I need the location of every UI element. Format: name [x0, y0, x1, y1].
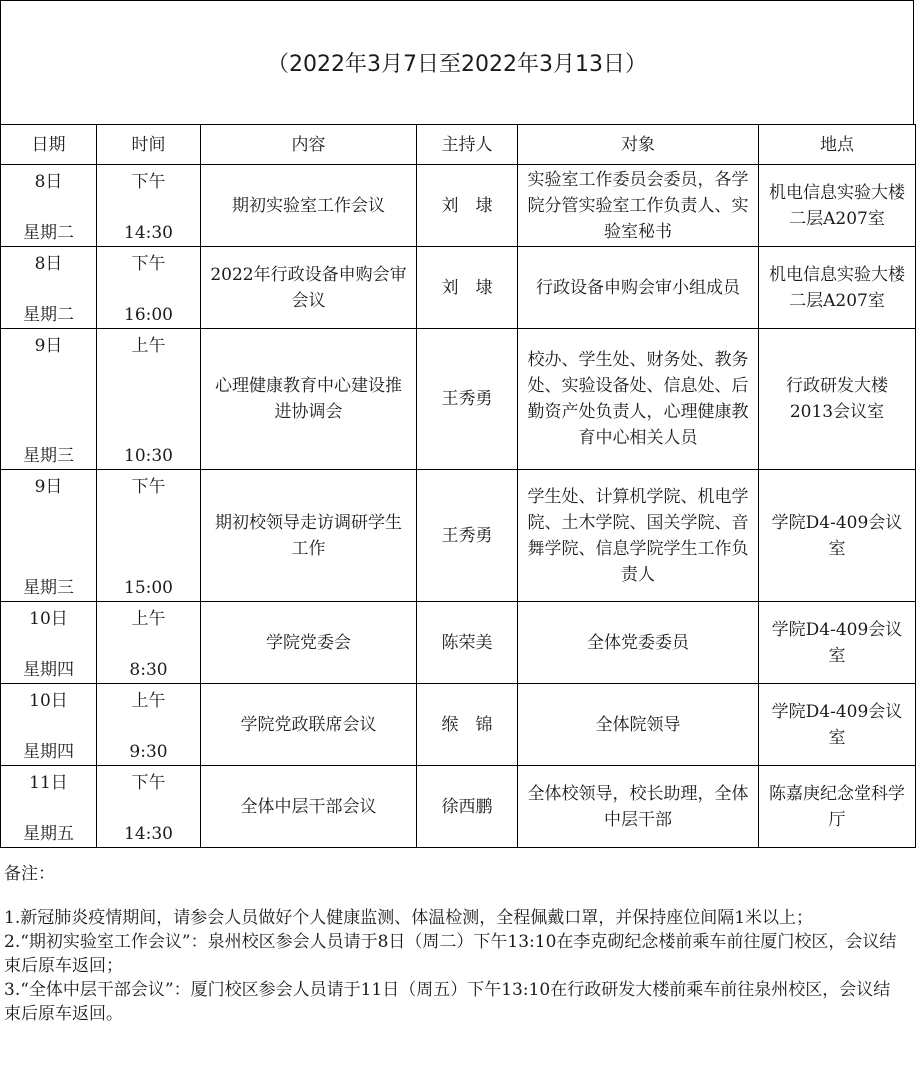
clock-text: 14:30 — [124, 824, 173, 844]
clock-text: 14:30 — [124, 223, 173, 243]
content-cell: 心理健康教育中心建设推进协调会 — [201, 329, 417, 470]
time-cell — [97, 329, 201, 470]
content-cell: 学院党政联席会议 — [201, 684, 417, 766]
place-cell: 机电信息实验大楼二层A207室 — [759, 247, 916, 329]
table-row — [1, 165, 916, 247]
content-cell: 全体中层干部会议 — [201, 766, 417, 848]
time-cell — [97, 470, 201, 602]
place-cell: 学院D4-409会议室 — [759, 602, 916, 684]
day-text: 9日 — [34, 477, 63, 497]
content-cell: 期初校领导走访调研学生工作 — [201, 470, 417, 602]
period-text: 下午 — [131, 477, 166, 497]
host-cell: 徐西鹏 — [417, 766, 518, 848]
clock-text: 8:30 — [129, 660, 168, 680]
time-cell — [97, 602, 201, 684]
content-cell: 期初实验室工作会议 — [201, 165, 417, 247]
table-header-row — [1, 125, 916, 165]
audience-cell: 全体党委委员 — [518, 602, 759, 684]
note-item: 1.新冠肺炎疫情期间，请参会人员做好个人健康监测、体温检测，全程佩戴口罩，并保持座位间隔1米以上； — [4, 908, 814, 928]
period-text: 上午 — [131, 691, 166, 711]
date-cell — [1, 247, 97, 329]
header-time: 时间 — [97, 125, 201, 165]
header-date: 日期 — [1, 125, 97, 165]
host-cell: 缑 锦 — [417, 684, 518, 766]
day-text: 10日 — [29, 609, 68, 629]
host-cell: 刘 埭 — [417, 247, 518, 329]
host-cell: 王秀勇 — [417, 329, 518, 470]
day-text: 8日 — [34, 254, 63, 274]
header-place: 地点 — [759, 125, 916, 165]
place-cell: 学院D4-409会议室 — [759, 470, 916, 602]
host-cell: 陈荣美 — [417, 602, 518, 684]
date-cell — [1, 329, 97, 470]
schedule-table — [0, 124, 916, 848]
period-text: 上午 — [131, 609, 166, 629]
place-cell: 陈嘉庚纪念堂科学厅 — [759, 766, 916, 848]
content-cell: 学院党委会 — [201, 602, 417, 684]
clock-text: 16:00 — [124, 305, 173, 325]
header-content: 内容 — [201, 125, 417, 165]
date-cell — [1, 684, 97, 766]
period-text: 下午 — [131, 773, 166, 793]
date-cell — [1, 165, 97, 247]
audience-cell: 实验室工作委员会委员，各学院分管实验室工作负责人、实验室秘书 — [518, 165, 759, 247]
header-host: 主持人 — [417, 125, 518, 165]
content-cell: 2022年行政设备申购会审会议 — [201, 247, 417, 329]
place-cell: 机电信息实验大楼二层A207室 — [759, 165, 916, 247]
time-cell — [97, 684, 201, 766]
place-cell: 行政研发大楼2013会议室 — [759, 329, 916, 470]
day-text: 11日 — [29, 773, 68, 793]
time-cell — [97, 247, 201, 329]
notes-heading: 备注： — [4, 864, 55, 884]
audience-cell: 全体院领导 — [518, 684, 759, 766]
time-cell — [97, 165, 201, 247]
table-row — [1, 766, 916, 848]
audience-cell: 行政设备申购会审小组成员 — [518, 247, 759, 329]
clock-text: 9:30 — [129, 742, 168, 762]
time-cell — [97, 766, 201, 848]
notes-section — [4, 862, 904, 1026]
host-cell: 王秀勇 — [417, 470, 518, 602]
weekday-text: 星期四 — [23, 660, 74, 680]
note-item: 2.“期初实验室工作会议”：泉州校区参会人员请于8日（周二）下午13:10在李克砌纪念楼前乘车前往厦门校区，会议结束后原车返回； — [4, 932, 897, 976]
period-text: 下午 — [131, 172, 166, 192]
clock-text: 15:00 — [124, 578, 173, 598]
place-cell: 学院D4-409会议室 — [759, 684, 916, 766]
period-text: 上午 — [131, 336, 166, 356]
audience-cell: 校办、学生处、财务处、教务处、实验设备处、信息处、后勤资产处负责人，心理健康教育中心相关人员 — [518, 329, 759, 470]
table-row — [1, 684, 916, 766]
host-cell: 刘 埭 — [417, 165, 518, 247]
day-text: 9日 — [34, 336, 63, 356]
audience-cell: 全体校领导，校长助理，全体中层干部 — [518, 766, 759, 848]
weekday-text: 星期五 — [23, 824, 74, 844]
schedule-title: （2022年3月7日至2022年3月13日） — [267, 52, 647, 77]
day-text: 8日 — [34, 172, 63, 192]
weekday-text: 星期二 — [23, 223, 74, 243]
clock-text: 10:30 — [124, 446, 173, 466]
weekday-text: 星期三 — [23, 578, 74, 598]
note-item: 3.“全体中层干部会议”：厦门校区参会人员请于11日（周五）下午13:10在行政研发大楼前乘车前往泉州校区，会议结束后原车返回。 — [4, 980, 891, 1024]
table-row — [1, 247, 916, 329]
title-box — [0, 0, 914, 124]
table-row — [1, 329, 916, 470]
table-row — [1, 602, 916, 684]
date-cell — [1, 766, 97, 848]
header-audience: 对象 — [518, 125, 759, 165]
table-row — [1, 470, 916, 602]
period-text: 下午 — [131, 254, 166, 274]
day-text: 10日 — [29, 691, 68, 711]
weekday-text: 星期三 — [23, 446, 74, 466]
date-cell — [1, 602, 97, 684]
audience-cell: 学生处、计算机学院、机电学院、土木学院、国关学院、音舞学院、信息学院学生工作负责人 — [518, 470, 759, 602]
weekday-text: 星期二 — [23, 305, 74, 325]
date-cell — [1, 470, 97, 602]
weekday-text: 星期四 — [23, 742, 74, 762]
